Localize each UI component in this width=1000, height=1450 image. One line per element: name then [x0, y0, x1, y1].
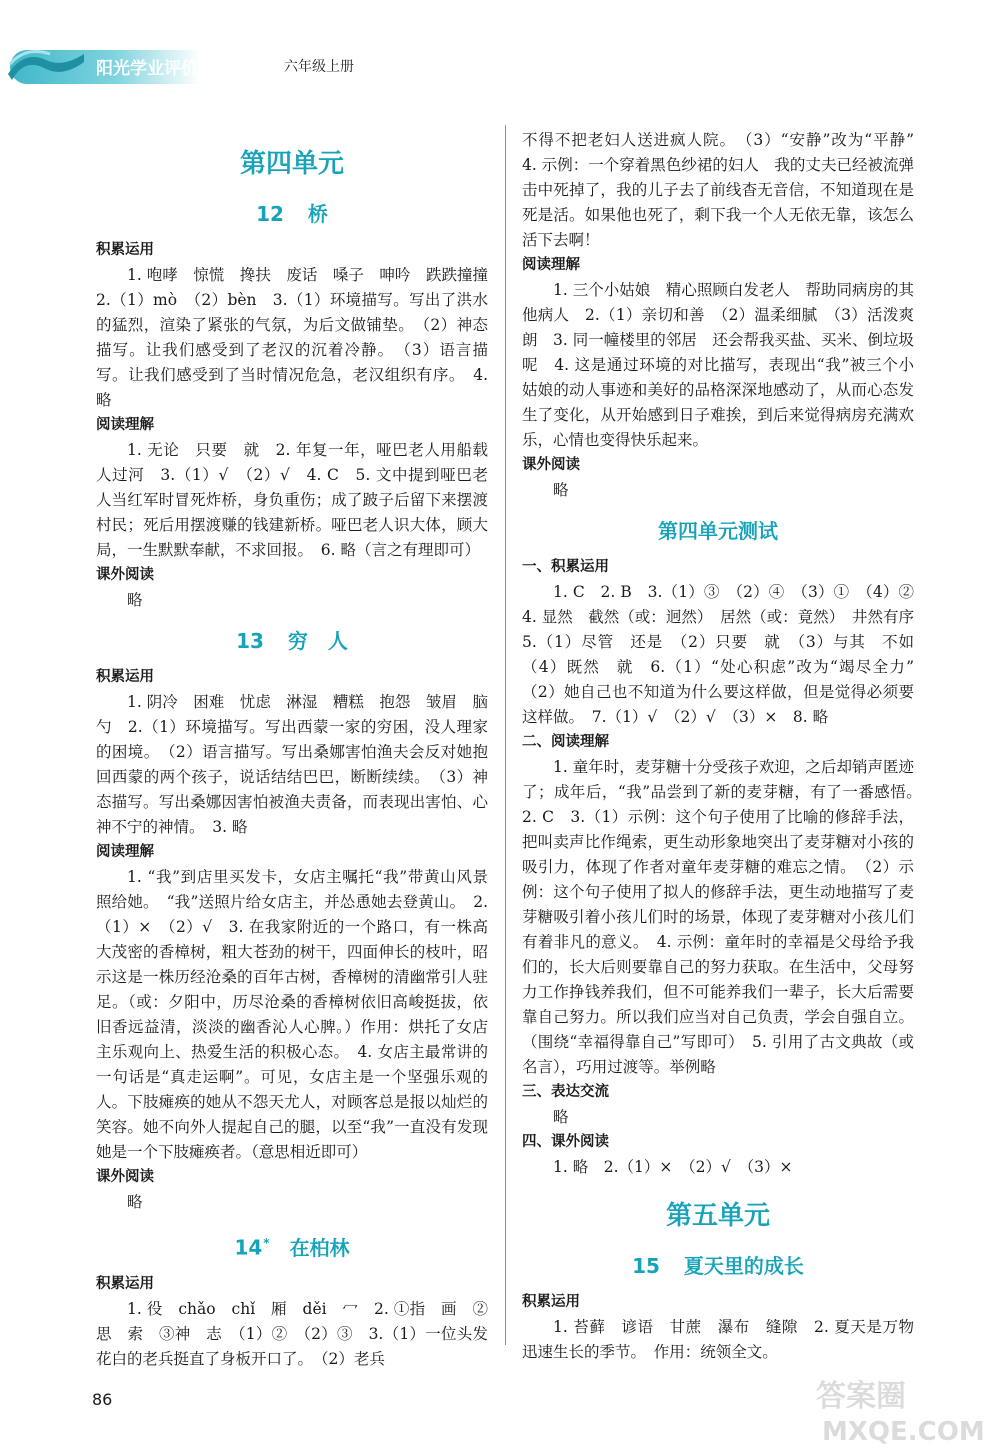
watermark-url: MXQE.COM: [822, 1417, 985, 1447]
watermark-cn: 答案圈: [816, 1379, 906, 1414]
answer-paragraph: 1. C 2. B 3.（1）③ （2）④ （3）① （4）② 4. 显然 截然（或：迥然） 居然（或：竟然） 井然有序 5.（1）尽管 还是 （2）只要 就 （3）与其 不如 （4）既然 就 6.（1）“处心积虑”改为“竭尽全力” （2）她自己也不知道为什么要这样做，但是觉得必须要这样做。 7.（1）√ （2）√ （3）× 8. 略: [522, 583, 930, 726]
section-heading: 阅读理解: [96, 844, 154, 860]
watermark-logo: [808, 1372, 998, 1450]
section-heading: 积累运用: [522, 1294, 580, 1310]
header-subtitle: 六年级上册: [284, 59, 354, 75]
wave-logo-icon: [6, 44, 86, 84]
left-column: [96, 128, 504, 1372]
section-heading: 阅读理解: [96, 417, 154, 433]
answer-paragraph: 不得不把老妇人送进疯人院。 （3）“安静”改为“平静” 4. 示例：一个穿着黑色纱裙的妇人 我的丈夫已经被流弹击中死掉了，我的儿子去了前线杳无音信，不知道现在是死是活。如果他也死了，剩下我一个人无依无靠，该怎么活下去啊！: [522, 131, 930, 249]
lesson-name: 夏天里的成长: [683, 1254, 804, 1278]
lesson-15-title: [522, 1248, 914, 1284]
section-heading: 一、积累运用: [522, 559, 609, 575]
header-title: 阳光学业评价·语文: [96, 59, 239, 79]
answer-paragraph: 1. 咆哮 惊慌 搀扶 废话 嗓子 呻吟 跌跌撞撞 2.（1）mò （2）bèn 3.（1）环境描写。写出了洪水的猛烈，渲染了紧张的气氛，为后文做铺垫。 （2）神态描写。让我们感受到了老汉的沉着冷静。 （3）语言描写。让我们感受到了当时情况危急，老汉组织有序。 4. 略: [96, 266, 504, 409]
lesson-number: 14: [234, 1235, 263, 1260]
lesson-name: 穷 人: [287, 629, 348, 653]
section-heading: 积累运用: [96, 242, 154, 258]
section-heading: 四、课外阅读: [522, 1134, 609, 1150]
lesson-number: 12: [256, 202, 284, 226]
right-column: [522, 128, 930, 1365]
section-heading: 积累运用: [96, 1275, 154, 1292]
answer-paragraph: 1. 苔藓 谚语 甘蔗 瀑布 缝隙 2. 夏天是万物迅速生长的季节。 作用：统领全文。: [522, 1318, 914, 1361]
unit-4-test-title: 第四单元测试: [658, 519, 778, 543]
lesson-14-title: [96, 1225, 488, 1266]
answer-paragraph: 1. 无论 只要 就 2. 年复一年，哑巴老人用船载人过河 3.（1）√ （2）√ 4. C 5. 文中提到哑巴老人当红军时冒死炸桥，身负重伤；成了跛子后留下来摆渡村民；死后用摆渡赚的钱建新桥。哑巴老人识大体，顾大局，一生默默奉献，不求回报。 6. 略（言之有理即可）: [96, 441, 488, 559]
section-heading: 三、表达交流: [522, 1084, 609, 1100]
lesson-number: 13: [236, 629, 264, 653]
section-heading: 积累运用: [96, 669, 154, 685]
optional-star: *: [263, 1236, 270, 1250]
answer-paragraph: 1. “我”到店里买发卡，女店主嘱托“我”带黄山风景照给她。 “我”送照片给女店主，并怂恿她去登黄山。 2.（1）× （2）√ 3. 在我家附近的一个路口，有一株高大茂密的香樟树，粗大苍劲的树干，四面伸长的枝叶，昭示这是一株历经沧桑的百年古树，香樟树的清幽常引人驻足。（或：夕阳中，历尽沧桑的香樟树依旧高峻挺拔，依旧香远益清，淡淡的幽香沁人心脾。）作用：烘托了女店主乐观向上、热爱生活的积极心态。 4. 女店主最常讲的一句话是“真走运啊”。可见，女店主是一个坚强乐观的人。下肢瘫痪的她从不怨天尤人，对顾客总是报以灿烂的笑容。她不向外人提起自己的腿，以至“我”一直没有发现她是一个下肢瘫痪者。（意思相近即可）: [96, 868, 488, 1161]
section-heading: 阅读理解: [522, 257, 580, 273]
lesson-13-title: [96, 623, 488, 659]
lesson-name: 桥: [307, 202, 328, 226]
section-heading: 课外阅读: [522, 457, 580, 473]
section-heading: 课外阅读: [96, 567, 154, 583]
answer-paragraph: 1. 阴冷 困难 忧虑 淋湿 糟糕 抱怨 皱眉 脑勺 2.（1）环境描写。写出西蒙一家的穷困，没人理家的困境。 （2）语言描写。写出桑娜害怕渔夫会反对她抱回西蒙的两个孩子，说话结结巴巴，断断续续。 （3）神态描写。写出桑娜因害怕被渔夫责备，而表现出害怕、心神不宁的神情。 3. 略: [96, 693, 488, 836]
answer-paragraph: 1. 童年时，麦芽糖十分受孩子欢迎，之后却销声匿迹了；成年后，“我”品尝到了新的麦芽糖，有了一番感悟。 2. C 3.（1）示例：这个句子使用了比喻的修辞手法，把叫卖声比作绳索，更生动形象地突出了麦芽糖对小孩的吸引力，体现了作者对童年麦芽糖的难忘之情。 （2）示例：这个句子使用了拟人的修辞手法，更生动地描写了麦芽糖吸引着小孩儿们时的场景，体现了麦芽糖对小孩儿们有着非凡的意义。 4. 示例：童年时的幸福是父母给予我们的，长大后则要靠自己的努力获取。在生活中，父母努力工作挣钱养我们，但不可能养我们一辈子，长大后需要靠自己努力。所以我们应当对自己负责，学会自强自立。（围绕“幸福得靠自己”写即可） 5. 引用了古文典故（或名言），巧用过渡等。举例略: [522, 758, 930, 1076]
answer-paragraph: 1. 三个小姑娘 精心照顾白发老人 帮助同病房的其他病人 2.（1）亲切和善 （2）温柔细腻 （3）活泼爽朗 3. 同一幢楼里的邻居 还会帮我买盐、买米、倒垃圾呢 4. 这是通过环境的对比描写，表现出“我”被三个小姑娘的动人事迹和美好的品格深深地感动了，从而心态发生了变化，从开始感到日子难挨，到后来觉得病房充满欢乐，心情也变得快乐起来。: [522, 281, 914, 449]
column-divider: [505, 125, 506, 1345]
answer-paragraph: 1. 役 chǎo chǐ 厢 děi 冖 2. ①指 画 ②思 索 ③神 志 （1）② （2）③ 3.（1）一位头发花白的老兵挺直了身板开口了。 （2）老兵: [96, 1299, 489, 1368]
section-heading: 二、阅读理解: [522, 734, 609, 750]
lesson-12-title: [96, 196, 488, 232]
unit-5-title: 第五单元: [665, 1201, 770, 1231]
answer-paragraph: 略: [127, 1193, 143, 1211]
lesson-number: 15: [632, 1254, 660, 1278]
page-number: 86: [92, 1390, 113, 1409]
unit-4-title: 第四单元: [239, 149, 344, 179]
answer-paragraph: 略: [553, 481, 569, 499]
answer-paragraph: 略: [553, 1108, 569, 1126]
answer-paragraph: 1. 略 2.（1）× （2）√ （3）×: [553, 1158, 793, 1176]
answer-paragraph: 略: [127, 591, 143, 609]
page-header: [0, 40, 420, 92]
lesson-name: 在柏林: [289, 1235, 350, 1260]
section-heading: 课外阅读: [96, 1169, 154, 1185]
